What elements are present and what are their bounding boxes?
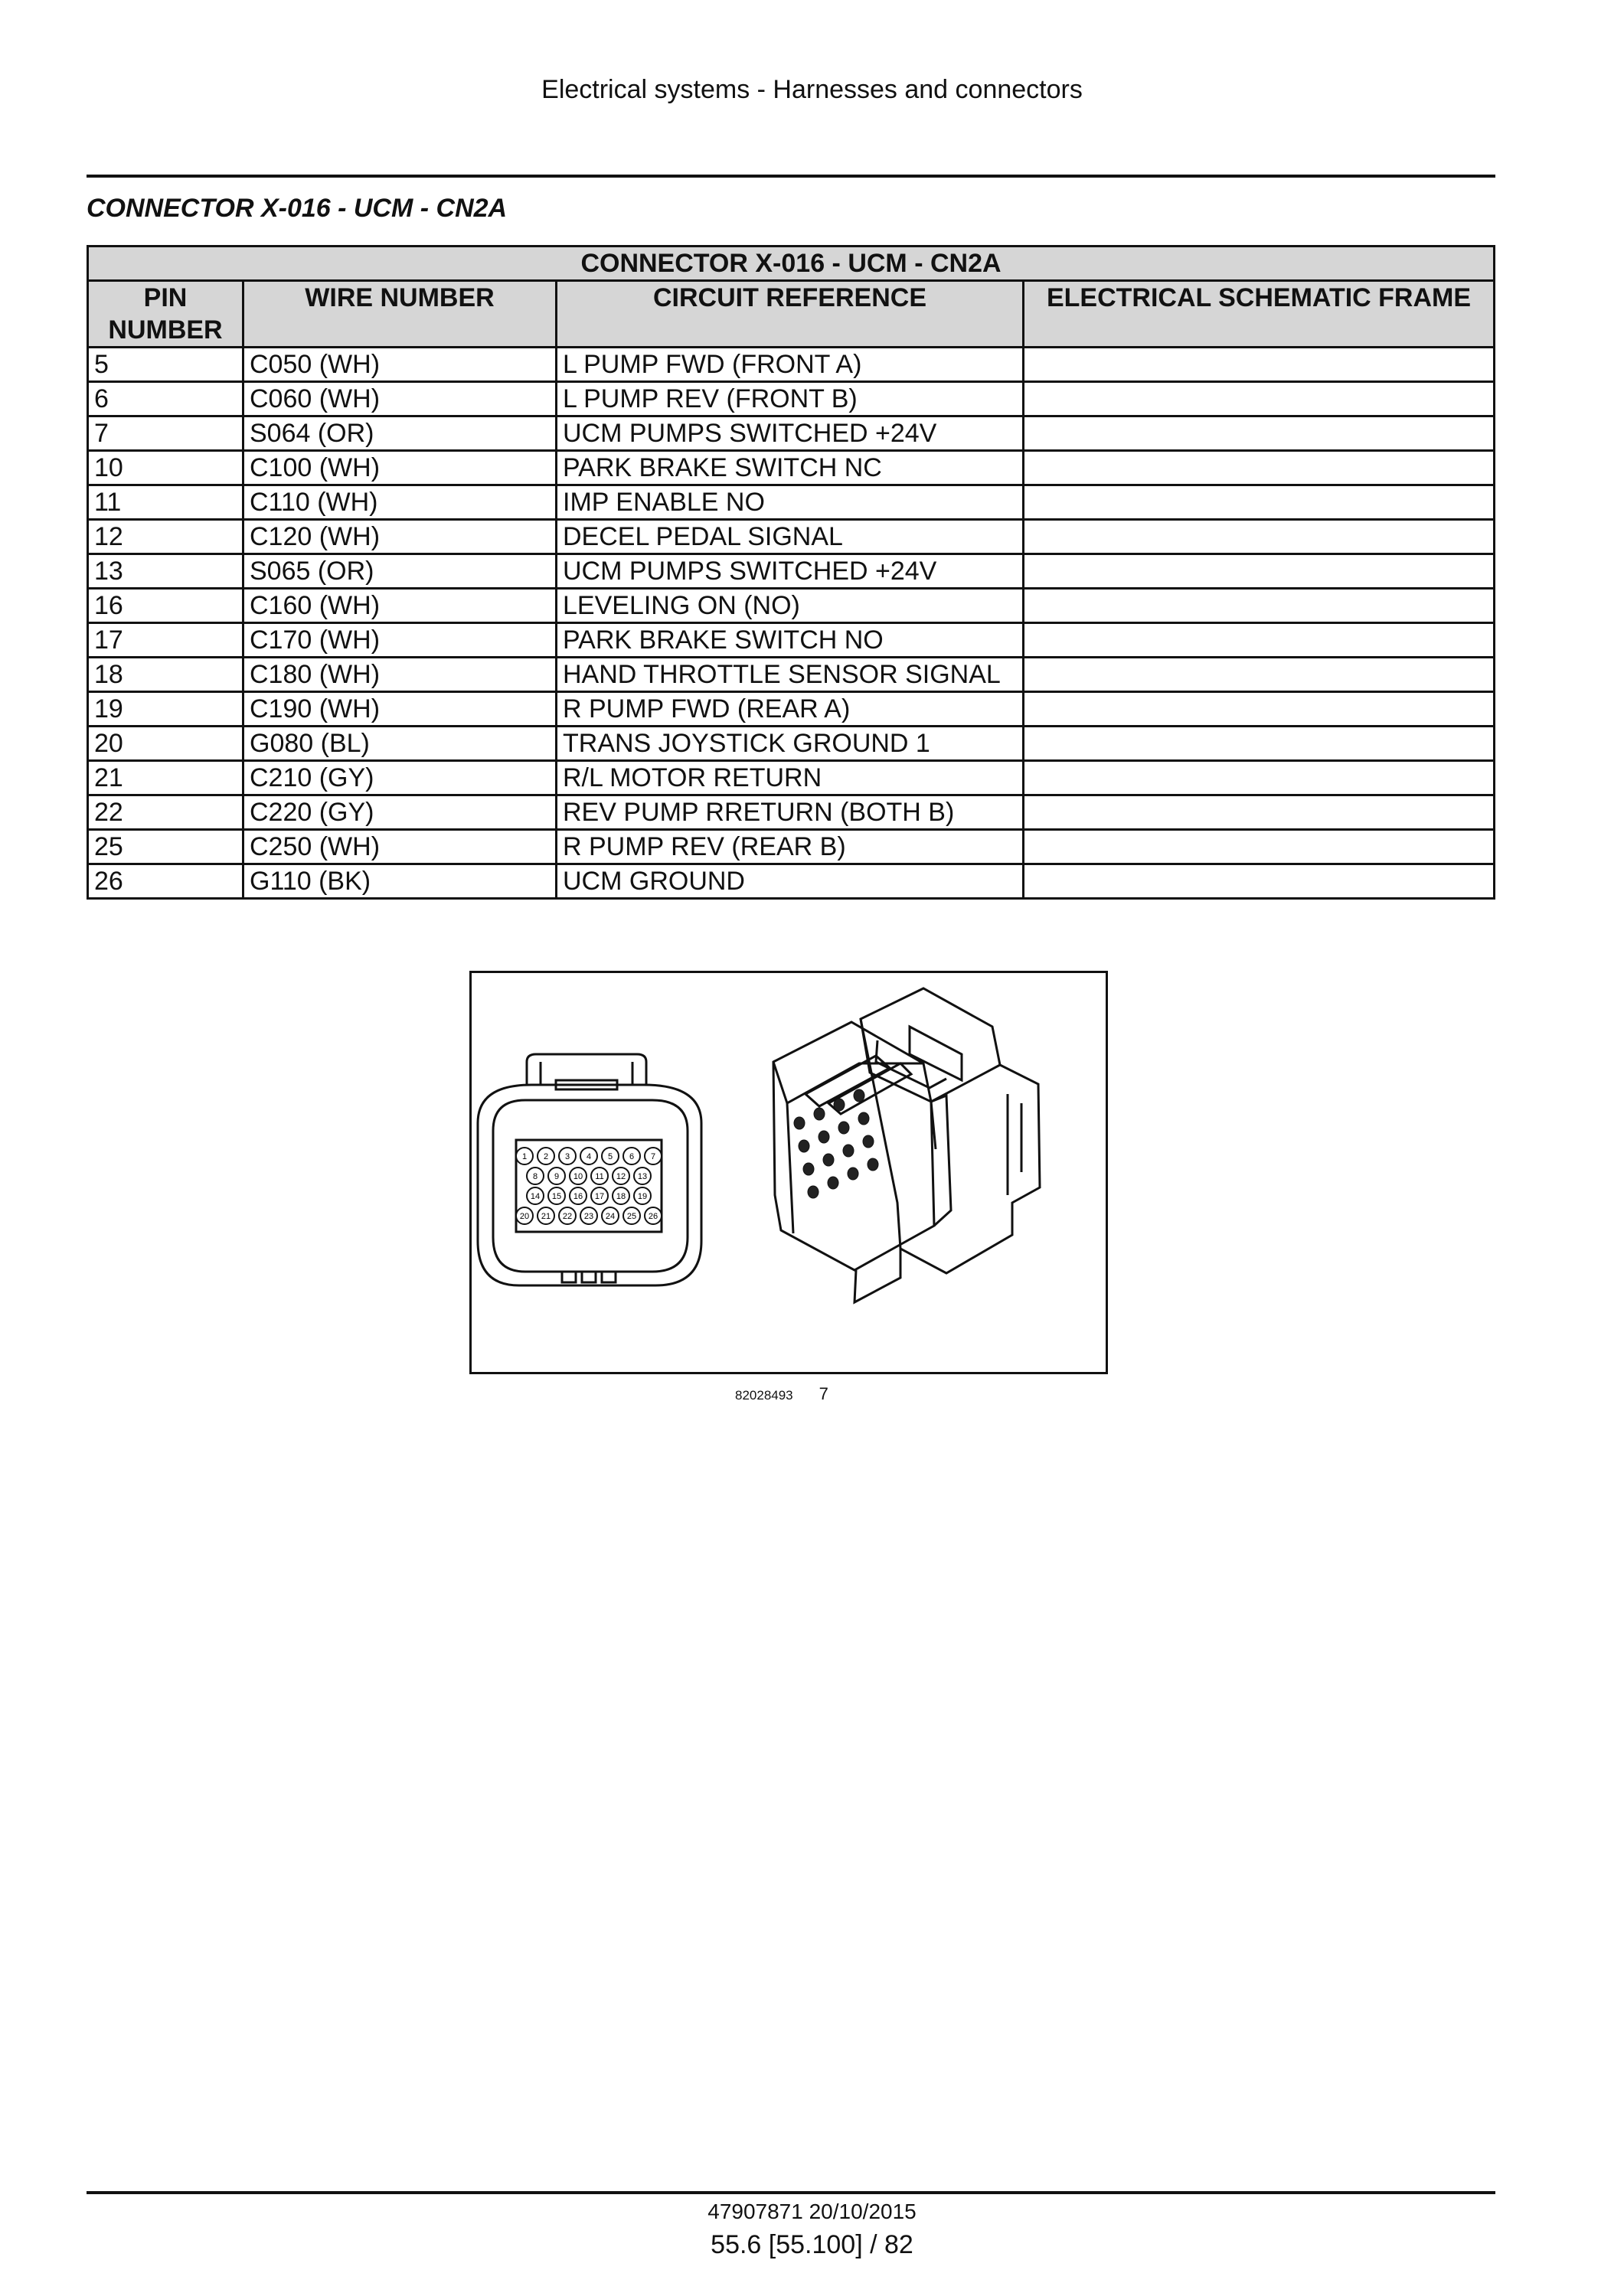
circuit-reference-cell: UCM PUMPS SWITCHED +24V — [557, 554, 1024, 589]
iso-pin-cavity — [854, 1089, 864, 1102]
table-row — [88, 348, 1495, 382]
table-row — [88, 623, 1495, 658]
wire-number-cell: G080 (BL) — [243, 727, 557, 761]
pin-label: 5 — [607, 1152, 613, 1161]
connector-pin-table — [87, 245, 1495, 900]
pin-number-cell: 5 — [88, 348, 243, 382]
pin-label: 23 — [583, 1212, 594, 1221]
column-header-frame: ELECTRICAL SCHEMATIC FRAME — [1024, 281, 1495, 348]
connector-illustration — [469, 971, 1108, 1374]
schematic-frame-cell — [1024, 658, 1495, 692]
isometric-pin-cavities — [794, 1089, 878, 1198]
wire-number-cell: S064 (OR) — [243, 416, 557, 451]
footer-page-number: 55.6 [55.100] / 82 — [711, 2230, 913, 2259]
pin-number-cell: 13 — [88, 554, 243, 589]
iso-pin-cavity — [843, 1145, 854, 1157]
iso-pin-cavity — [819, 1131, 829, 1143]
pin-number-cell: 19 — [88, 692, 243, 727]
pin-number-cell: 12 — [88, 520, 243, 554]
pin-label: 13 — [637, 1172, 648, 1181]
table-row — [88, 589, 1495, 623]
wire-number-cell: C060 (WH) — [243, 382, 557, 416]
wire-number-cell: C190 (WH) — [243, 692, 557, 727]
footer-document-info: 47907871 20/10/2015 — [707, 2200, 917, 2223]
pin-label: 7 — [650, 1152, 656, 1161]
pin-label: 16 — [573, 1192, 583, 1201]
header-divider — [87, 175, 1495, 178]
circuit-reference-cell: UCM GROUND — [557, 864, 1024, 899]
pin-label: 11 — [595, 1172, 604, 1181]
circuit-reference-cell: R PUMP FWD (REAR A) — [557, 692, 1024, 727]
circuit-reference-cell: PARK BRAKE SWITCH NC — [557, 451, 1024, 485]
pin-number-cell: 18 — [88, 658, 243, 692]
pin-number-cell: 21 — [88, 761, 243, 795]
schematic-frame-cell — [1024, 520, 1495, 554]
pin-label: 15 — [551, 1192, 562, 1201]
iso-pin-cavity — [828, 1177, 838, 1189]
iso-pin-cavity — [838, 1122, 849, 1134]
schematic-frame-cell — [1024, 589, 1495, 623]
connector-isometric-view — [773, 988, 1040, 1302]
pin-label: 12 — [616, 1172, 626, 1181]
table-row — [88, 416, 1495, 451]
table-row — [88, 692, 1495, 727]
schematic-frame-cell — [1024, 830, 1495, 864]
pin-label: 1 — [521, 1152, 528, 1161]
iso-pin-cavity — [823, 1154, 834, 1166]
pin-label: 9 — [554, 1172, 560, 1181]
iso-pin-cavity — [799, 1140, 809, 1152]
pin-number-cell: 22 — [88, 795, 243, 830]
column-header-pin: PIN NUMBER — [88, 281, 243, 348]
pin-label: 4 — [586, 1152, 592, 1161]
iso-pin-cavity — [858, 1112, 869, 1125]
table-row — [88, 658, 1495, 692]
iso-pin-cavity — [848, 1168, 858, 1180]
wire-number-cell: C100 (WH) — [243, 451, 557, 485]
table-row — [88, 520, 1495, 554]
table-row — [88, 864, 1495, 899]
table-row — [88, 554, 1495, 589]
iso-pin-cavity — [834, 1099, 845, 1111]
column-header-circuit: CIRCUIT REFERENCE — [557, 281, 1024, 348]
schematic-frame-cell — [1024, 727, 1495, 761]
connector-face-outline — [478, 1085, 701, 1285]
pin-label: 2 — [543, 1152, 549, 1161]
table-row — [88, 382, 1495, 416]
pin-label: 26 — [648, 1212, 658, 1221]
pin-label: 3 — [564, 1152, 570, 1161]
pin-label: 19 — [637, 1192, 648, 1201]
iso-pin-cavity — [808, 1186, 819, 1198]
connector-drawing — [472, 973, 1106, 1372]
pin-number-cell: 11 — [88, 485, 243, 520]
page-header-title: Electrical systems - Harnesses and connectors — [541, 75, 1083, 104]
circuit-reference-cell: L PUMP FWD (FRONT A) — [557, 348, 1024, 382]
pin-number-cell: 26 — [88, 864, 243, 899]
wire-number-cell: G110 (BK) — [243, 864, 557, 899]
schematic-frame-cell — [1024, 623, 1495, 658]
footer-divider — [87, 2191, 1495, 2194]
figure-caption — [735, 1384, 828, 1404]
schematic-frame-cell — [1024, 554, 1495, 589]
section-title: CONNECTOR X-016 - UCM - CN2A — [87, 194, 508, 223]
pin-label: 18 — [616, 1192, 626, 1201]
circuit-reference-cell: PARK BRAKE SWITCH NO — [557, 623, 1024, 658]
pin-number-cell: 7 — [88, 416, 243, 451]
pin-number-cell: 16 — [88, 589, 243, 623]
wire-number-cell: S065 (OR) — [243, 554, 557, 589]
pin-label: 24 — [605, 1212, 616, 1221]
table-row — [88, 761, 1495, 795]
circuit-reference-cell: REV PUMP RRETURN (BOTH B) — [557, 795, 1024, 830]
circuit-reference-cell: R PUMP REV (REAR B) — [557, 830, 1024, 864]
figure-number: 7 — [819, 1384, 828, 1403]
iso-pin-cavity — [794, 1117, 805, 1129]
schematic-frame-cell — [1024, 761, 1495, 795]
iso-pin-cavity — [814, 1108, 825, 1120]
wire-number-cell: C170 (WH) — [243, 623, 557, 658]
circuit-reference-cell: HAND THROTTLE SENSOR SIGNAL — [557, 658, 1024, 692]
circuit-reference-cell: TRANS JOYSTICK GROUND 1 — [557, 727, 1024, 761]
schematic-frame-cell — [1024, 451, 1495, 485]
circuit-reference-cell: LEVELING ON (NO) — [557, 589, 1024, 623]
schematic-frame-cell — [1024, 692, 1495, 727]
table-row — [88, 830, 1495, 864]
wire-number-cell: C180 (WH) — [243, 658, 557, 692]
circuit-reference-cell: L PUMP REV (FRONT B) — [557, 382, 1024, 416]
table-row — [88, 485, 1495, 520]
iso-pin-cavity — [803, 1163, 814, 1175]
pin-label: 14 — [530, 1192, 541, 1201]
pin-label: 17 — [594, 1192, 605, 1201]
schematic-frame-cell — [1024, 485, 1495, 520]
schematic-frame-cell — [1024, 795, 1495, 830]
pin-label: 10 — [573, 1172, 583, 1181]
schematic-frame-cell — [1024, 382, 1495, 416]
column-header-wire: WIRE NUMBER — [243, 281, 557, 348]
pin-cavity-grid — [516, 1148, 662, 1224]
table-caption: CONNECTOR X-016 - UCM - CN2A — [88, 247, 1495, 281]
schematic-frame-cell — [1024, 864, 1495, 899]
wire-number-cell: C220 (GY) — [243, 795, 557, 830]
schematic-frame-cell — [1024, 416, 1495, 451]
iso-pin-cavity — [868, 1158, 878, 1171]
table-row — [88, 451, 1495, 485]
pin-label: 6 — [629, 1152, 635, 1161]
wire-number-cell: C210 (GY) — [243, 761, 557, 795]
pin-number-cell: 17 — [88, 623, 243, 658]
circuit-reference-cell: UCM PUMPS SWITCHED +24V — [557, 416, 1024, 451]
wire-number-cell: C160 (WH) — [243, 589, 557, 623]
iso-pin-cavity — [863, 1135, 874, 1148]
pin-label: 20 — [519, 1212, 530, 1221]
wire-number-cell: C250 (WH) — [243, 830, 557, 864]
wire-number-cell: C110 (WH) — [243, 485, 557, 520]
pin-number-cell: 20 — [88, 727, 243, 761]
table-row — [88, 795, 1495, 830]
pin-number-cell: 25 — [88, 830, 243, 864]
pin-label: 21 — [541, 1212, 551, 1221]
pin-label: 8 — [532, 1172, 538, 1181]
circuit-reference-cell: DECEL PEDAL SIGNAL — [557, 520, 1024, 554]
circuit-reference-cell: IMP ENABLE NO — [557, 485, 1024, 520]
pin-number-cell: 6 — [88, 382, 243, 416]
table-row — [88, 727, 1495, 761]
pin-number-cell: 10 — [88, 451, 243, 485]
pin-label: 25 — [626, 1212, 637, 1221]
wire-number-cell: C050 (WH) — [243, 348, 557, 382]
schematic-frame-cell — [1024, 348, 1495, 382]
wire-number-cell: C120 (WH) — [243, 520, 557, 554]
circuit-reference-cell: R/L MOTOR RETURN — [557, 761, 1024, 795]
pin-label: 22 — [562, 1212, 573, 1221]
figure-id: 82028493 — [735, 1388, 793, 1403]
